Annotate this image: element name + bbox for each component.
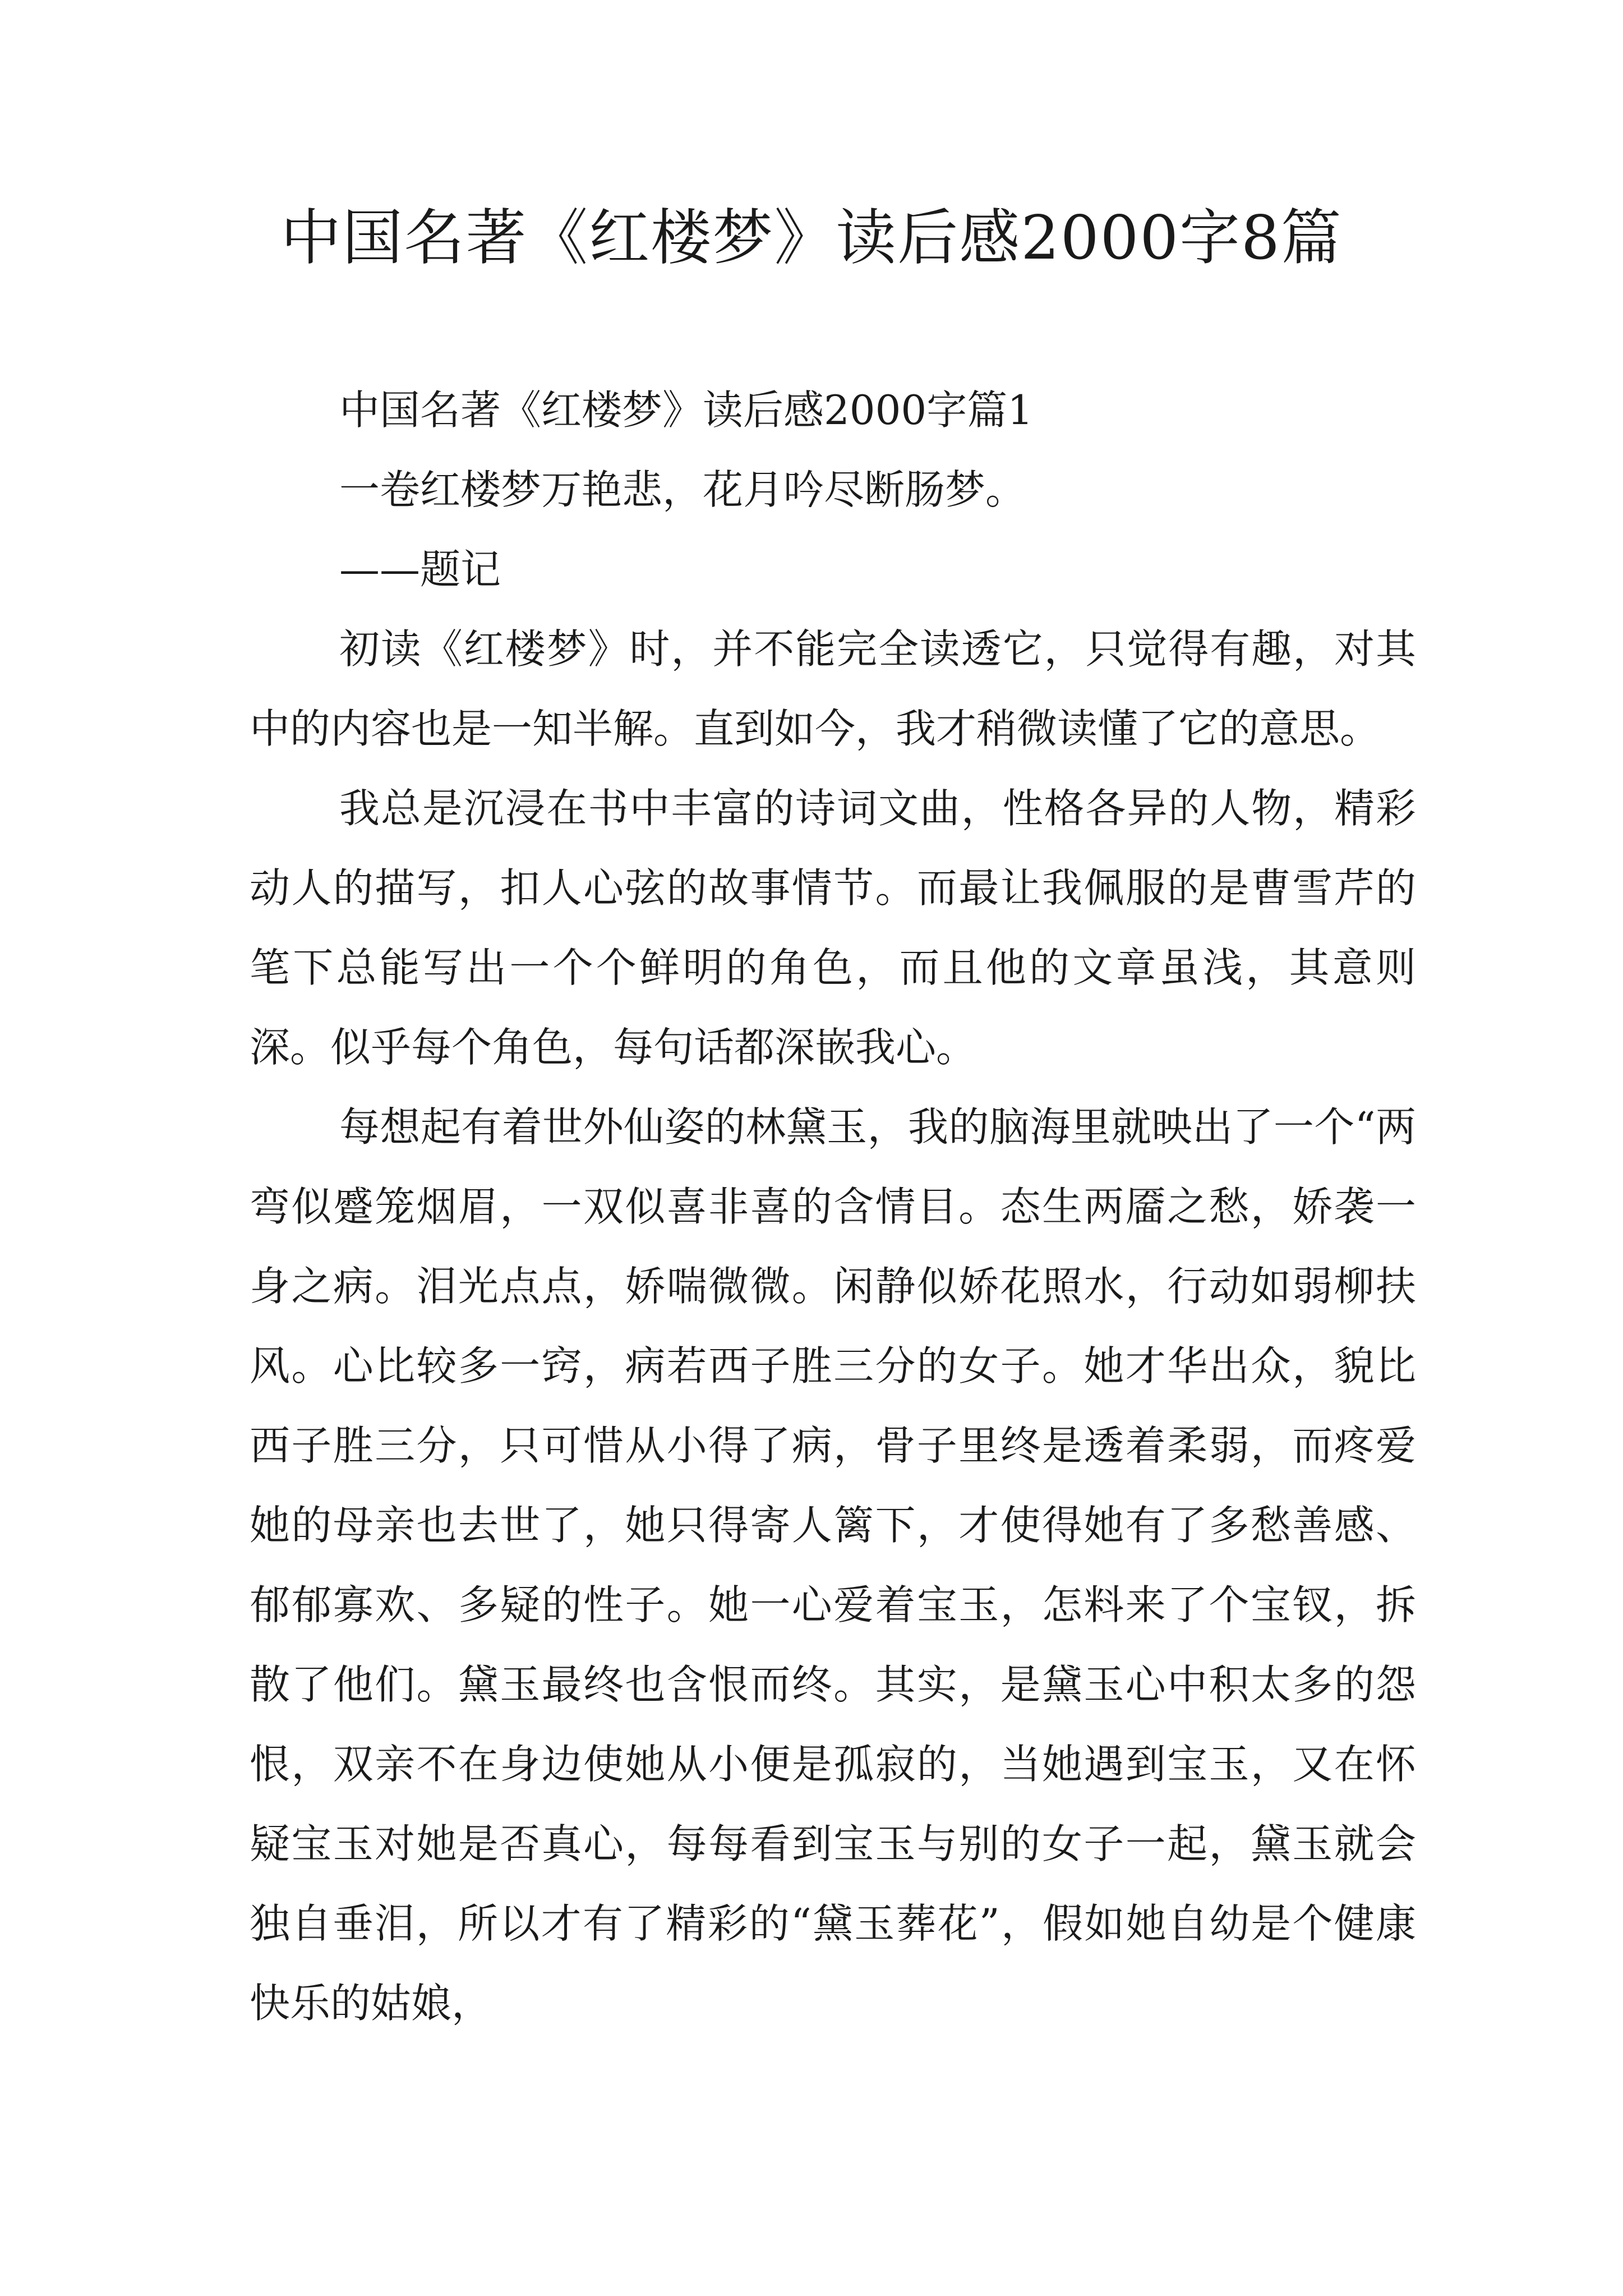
document-title: 中国名著《红楼梦》读后感2000字8篇 bbox=[280, 203, 1343, 273]
body-paragraph: 初读《红楼梦》时，并不能完全读透它，只觉得有趣，对其中的内容也是一知半解。直到如今，我才稍微读懂了它的意思。 bbox=[250, 625, 1416, 752]
section-heading: 中国名著《红楼梦》读后感2000字篇1 bbox=[339, 386, 1034, 434]
body-paragraph: 每想起有着世外仙姿的林黛玉，我的脑海里就映出了一个“两弯似蹙笼烟眉，一双似喜非喜的含情目。态生两靥之愁，娇袭一身之病。泪光点点，娇喘微微。闲静似娇花照水，行动如弱柳扶风。心比较多一窍，病若西子胜三分的女子。她才华出众，貌比西子胜三分，只可惜从小得了病，骨子里终是透着柔弱，而疼爱她的母亲也去世了，她只得寄人篱下，才使得她有了多愁善感、郁郁寡欢、多疑的性子。她一心爱着宝玉，怎料来了个宝钗，拆散了他们。黛玉最终也含恨而终。其实，是黛玉心中积太多的怨恨，双亲不在身边使她从小便是孤寂的，当她遇到宝玉，又在怀疑宝玉对她是否真心，每每看到宝玉与别的女子一起，黛玉就会独自垂泪，所以才有了精彩的“黛玉葬花”，假如她自幼是个健康快乐的姑娘， bbox=[250, 1103, 1416, 2027]
document-body bbox=[250, 370, 1416, 2043]
epigraph: 一卷红楼梦万艳悲，花月吟尽断肠梦。 bbox=[339, 466, 1026, 513]
body-paragraph: 我总是沉浸在书中丰富的诗词文曲，性格各异的人物，精彩动人的描写，扣人心弦的故事情节。而最让我佩服的是曹雪芹的笔下总能写出一个个鲜明的角色，而且他的文章虽浅，其意则深。似乎每个角色，每句话都深嵌我心。 bbox=[250, 785, 1416, 1071]
epigraph-note: ——题记 bbox=[339, 546, 501, 593]
